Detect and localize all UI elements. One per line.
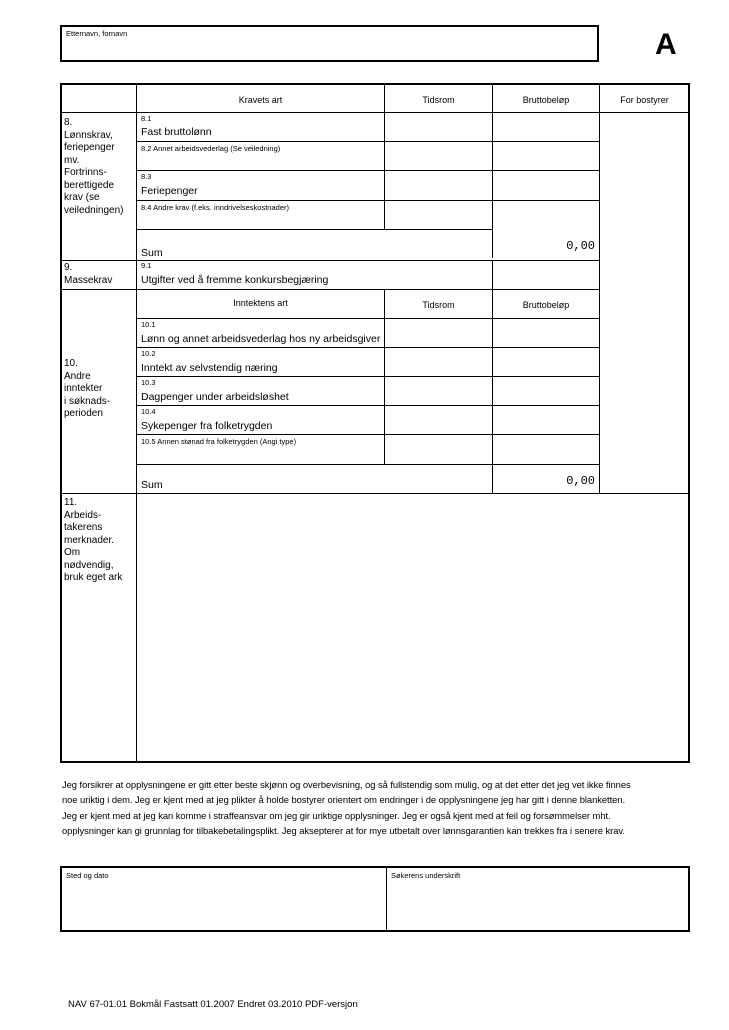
row-10-1-text: Lønn og annet arbeidsvederlag hos ny arbeidsgiver xyxy=(141,333,381,345)
section-9-label: 9. Massekrav xyxy=(64,262,113,286)
row-10-5-text: 10.5 Annen stønad fra folketrygden (Angi type) xyxy=(141,437,297,446)
row-8-3-tidsrom-input[interactable] xyxy=(385,171,492,200)
row-8-1-tidsrom-input[interactable] xyxy=(385,113,492,141)
row-8-4-text: 8.4 Andre krav (f.eks. inndrivelseskostnader) xyxy=(141,203,289,212)
row-10-3-tidsrom-input[interactable] xyxy=(385,377,492,405)
row-8-2-text: 8.2 Annet arbeidsvederlag (Se veiledning) xyxy=(141,144,281,153)
name-input[interactable] xyxy=(64,39,595,58)
row-10-2-brutto-input[interactable] xyxy=(493,348,599,376)
row-10-1-brutto-input[interactable] xyxy=(493,319,599,347)
declaration-line-2: noe uriktig i dem. Jeg er kjent med at jeg plikter å holde bostyrer orientert om endringer i de opplysningene jeg har gitt i denne blanketten. xyxy=(62,794,626,806)
place-date-input[interactable] xyxy=(64,882,384,928)
row-8-2-tidsrom-input[interactable] xyxy=(385,142,492,170)
section-11-label: 11. Arbeids- takerens merknader. Om nødvendig, bruk eget ark xyxy=(64,497,123,583)
row-10-5-tidsrom-input[interactable] xyxy=(385,435,492,464)
row-10-1-number: 10.1 xyxy=(141,320,156,329)
header-tidsrom: Tidsrom xyxy=(422,95,455,105)
row-10-3-number: 10.3 xyxy=(141,378,156,387)
remarks-input[interactable] xyxy=(137,494,688,761)
row-10-4-brutto-input[interactable] xyxy=(493,406,599,434)
form-letter: A xyxy=(655,28,677,61)
header-bruttobelop: Bruttobeløp xyxy=(522,95,570,105)
signature-divider xyxy=(386,868,387,930)
signature-input[interactable] xyxy=(389,882,686,928)
row-8-3-brutto-input[interactable] xyxy=(493,171,599,200)
row-10-3-brutto-input[interactable] xyxy=(493,377,599,405)
section-8-label: 8. Lønnskrav, feriepenger mv. Fortrinns- berettigede krav (se veiledningen) xyxy=(64,117,124,216)
name-box xyxy=(60,25,599,62)
place-date-label: Sted og dato xyxy=(66,871,109,880)
row-8-4-tidsrom-input[interactable] xyxy=(385,201,492,229)
signature-label: Søkerens underskrift xyxy=(391,871,461,880)
row-10-2-number: 10.2 xyxy=(141,349,156,358)
sum-8-value: 0,00 xyxy=(566,239,595,253)
sum-10-value: 0,00 xyxy=(566,474,595,488)
row-8-1-number: 8.1 xyxy=(141,114,152,123)
sum-10-label: Sum xyxy=(141,479,163,491)
header-income-tidsrom: Tidsrom xyxy=(422,300,455,310)
row-10-1-tidsrom-input[interactable] xyxy=(385,319,492,347)
sum-8-label: Sum xyxy=(141,247,163,259)
row-10-4-number: 10.4 xyxy=(141,407,156,416)
row-8-1-text: Fast bruttolønn xyxy=(141,126,212,138)
col-line-bostyrer xyxy=(599,84,600,494)
row-9-1-brutto-input[interactable] xyxy=(493,261,599,289)
signature-box xyxy=(60,866,690,932)
row-8-1-brutto-input[interactable] xyxy=(493,113,599,141)
header-for-bostyrer: For bostyrer xyxy=(620,95,669,105)
section-10-label: 10. Andre inntekter i søknads- perioden xyxy=(64,358,111,419)
row-8-3-number: 8.3 xyxy=(141,172,152,181)
row-9-1-number: 9.1 xyxy=(141,261,152,270)
row-line-10-5 xyxy=(137,464,599,465)
row-8-2-brutto-input[interactable] xyxy=(493,142,599,170)
row-9-1-text: Utgifter ved å fremme konkursbegjæring xyxy=(141,274,329,286)
row-line-8-4 xyxy=(137,229,492,230)
row-10-3-text: Dagpenger under arbeidsløshet xyxy=(141,391,289,403)
declaration-line-3: Jeg er kjent med at jeg kan komme i straffeansvar om jeg gir uriktige opplysninger. Jeg er også kjent med at feil og forsømmelser mht. xyxy=(62,809,611,821)
header-inntektens-art: Inntektens art xyxy=(233,298,288,308)
header-income-bruttobelop: Bruttobeløp xyxy=(522,300,570,310)
declaration-line-1: Jeg forsikrer at opplysningene er gitt etter beste skjønn og overbevisning, og så fullstendig som mulig, og at det etter det jeg vet ikke finnes xyxy=(62,779,631,790)
row-10-4-tidsrom-input[interactable] xyxy=(385,406,492,434)
row-10-5-brutto-input[interactable] xyxy=(493,435,599,464)
row-line-9 xyxy=(61,289,599,290)
row-10-2-tidsrom-input[interactable] xyxy=(385,348,492,376)
row-10-2-text: Inntekt av selvstendig næring xyxy=(141,362,278,374)
footer-text: NAV 67-01.01 Bokmål Fastsatt 01.2007 Endret 03.2010 PDF-versjon xyxy=(68,999,358,1010)
name-label: Etternavn, fornavn xyxy=(66,29,128,38)
row-10-4-text: Sykepenger fra folketrygden xyxy=(141,420,273,432)
row-8-3-text: Feriepenger xyxy=(141,185,198,197)
header-kravets-art: Kravets art xyxy=(238,95,283,105)
declaration-line-4: opplysninger kan gi grunnlag for tilbakebetalingsplikt. Jeg aksepterer at for mye utbetalt over lønnsgarantien kan trekkes fra i senere krav. xyxy=(62,825,625,837)
declaration-text xyxy=(62,777,694,839)
